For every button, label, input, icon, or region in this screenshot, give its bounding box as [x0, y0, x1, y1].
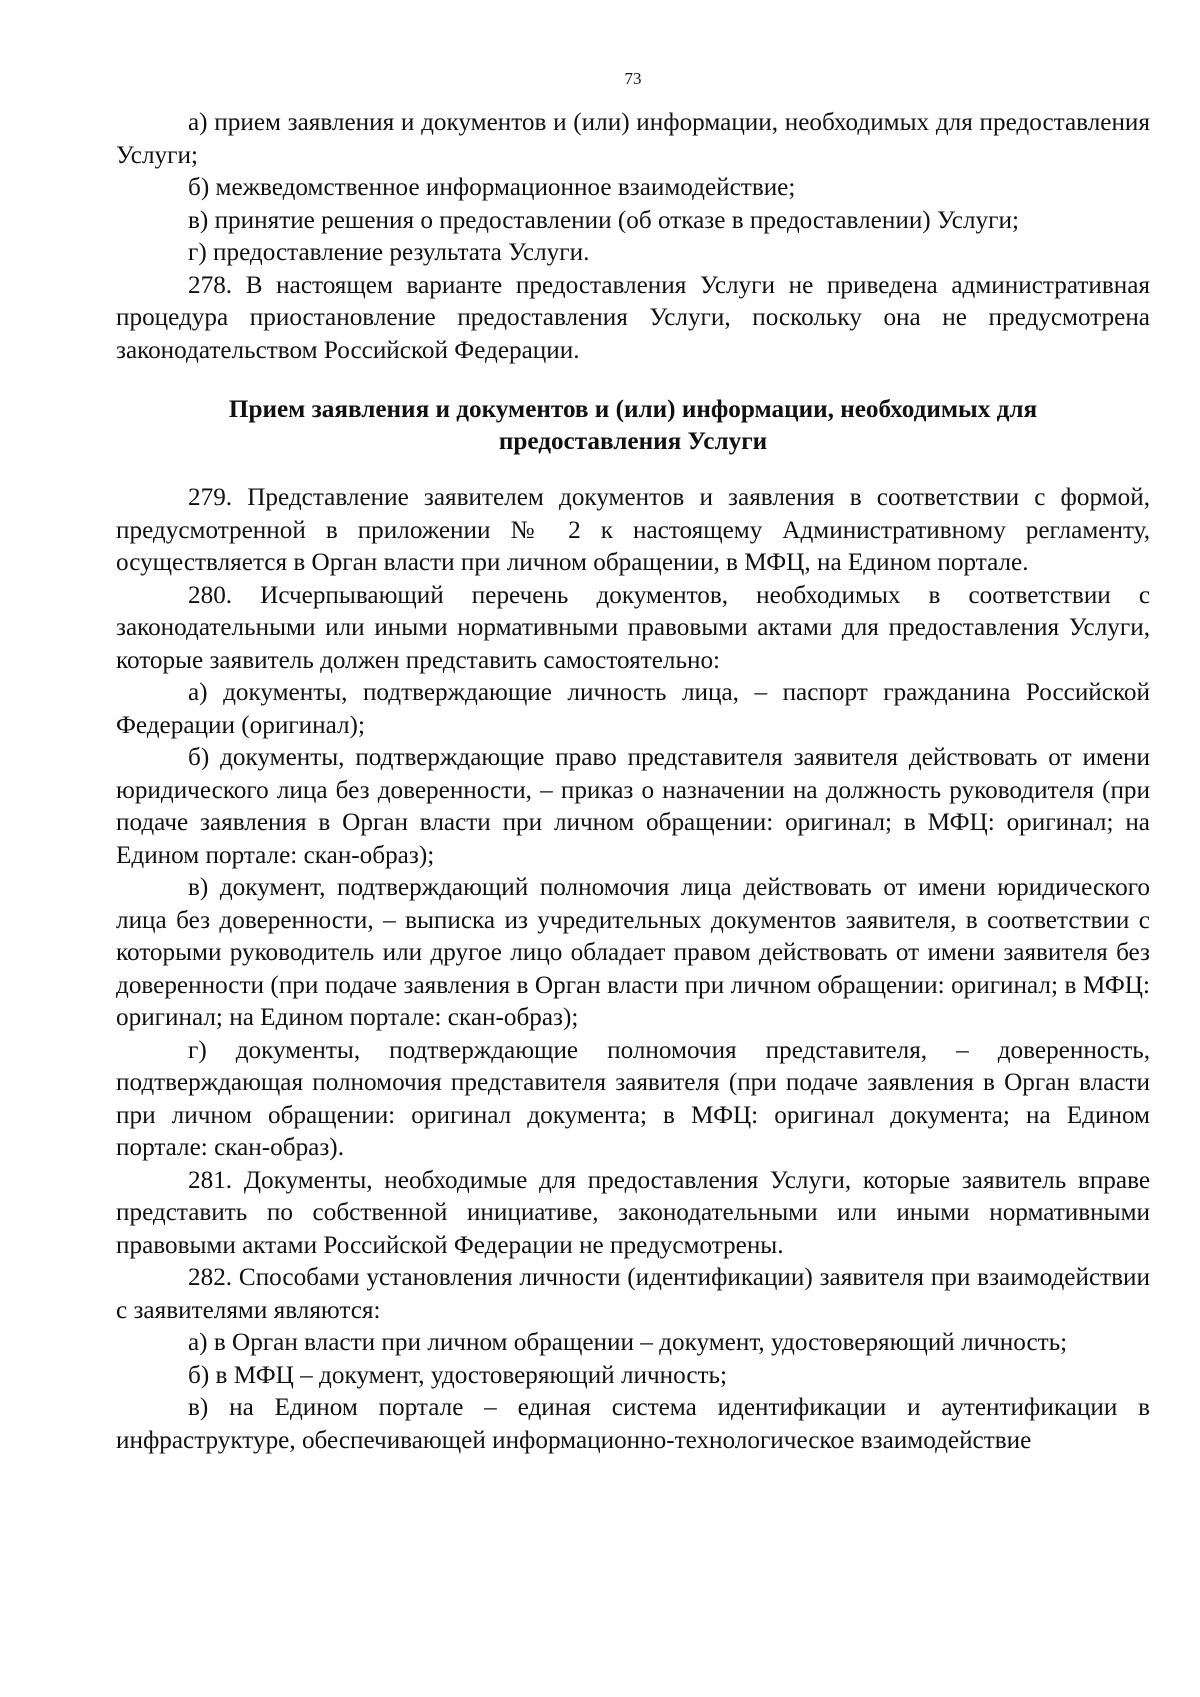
clause-280-item-b: б) документы, подтверждающие право представителя заявителя действовать от имени юридического лица без доверенности, – приказ о назначении на должность руководителя (при подаче заявления в Орган власти при личном обращении: оригинал; в МФЦ: оригинал; на Едином портале: скан-образ);: [116, 744, 1150, 869]
list-item-d-result: г) предоставление результата Услуги.: [188, 239, 590, 266]
page-number: 73: [624, 69, 642, 88]
clause-280-item-a: а) документы, подтверждающие личность лица, – паспорт гражданина Российской Федерации (оригинал);: [116, 679, 1150, 739]
clause-280-item-d: г) документы, подтверждающие полномочия представителя, – доверенность, подтверждающая полномочия представителя заявителя (при подаче заявления в Орган власти при личном обращении: оригинал документа; в МФЦ: оригинал документа; на Едином портале: скан-образ).: [116, 1036, 1150, 1161]
clause-282: 282. Способами установления личности (идентификации) заявителя при взаимодействии с заявителями являются:: [116, 1264, 1150, 1324]
clause-282-item-a: а) в Орган власти при личном обращении – документ, удостоверяющий личность;: [188, 1329, 1068, 1356]
list-item-a-receive-application: а) прием заявления и документов и (или) информации, необходимых для предоставления Услуги;: [116, 109, 1150, 169]
list-item-c-decision: в) принятие решения о предоставлении (об отказе в предоставлении) Услуги;: [188, 206, 1019, 234]
clause-282-item-c: в) на Едином портале – единая система идентификации и аутентификации в инфраструктуре, обеспечивающей информационно-технологическое взаимодействие: [116, 1394, 1150, 1454]
section-heading-line-1: Прием заявления и документов и (или) информации, необходимых для: [228, 396, 1038, 423]
clause-278: 278. В настоящем варианте предоставления Услуги не приведена административная процедура приостановление предоставления Услуги, поскольку она не предусмотрена законодательством Российской Федерации.: [116, 271, 1150, 364]
section-heading: [116, 394, 1150, 458]
clause-280: 280. Исчерпывающий перечень документов, необходимых в соответствии с законодательными или иными нормативными правовыми актами для предоставления Услуги, которые заявитель должен представить самостоятельно:: [116, 581, 1150, 674]
section-heading-line-2: предоставления Услуги: [498, 428, 768, 455]
list-item-b-interagency-interaction: б) межведомственное информационное взаимодействие;: [188, 174, 796, 201]
clause-280-item-c: в) документ, подтверждающий полномочия лица действовать от имени юридического лица без доверенности, – выписка из учредительных документов заявителя, в соответствии с которыми руководитель или другое лицо обладает правом действовать от имени заявителя без доверенности (при подаче заявления в Орган власти при личном обращении: оригинал; в МФЦ: оригинал; на Едином портале: скан-образ);: [116, 874, 1150, 1031]
clause-281: 281. Документы, необходимые для предоставления Услуги, которые заявитель вправе представить по собственной инициативе, законодательными или иными нормативными правовыми актами Российской Федерации не предусмотрены.: [116, 1166, 1150, 1259]
clause-282-item-b: б) в МФЦ – документ, удостоверяющий личность;: [188, 1361, 728, 1389]
clause-279: 279. Представление заявителем документов и заявления в соответствии с формой, предусмотренной в приложении № 2 к настоящему Административному регламенту, осуществляется в Орган власти при личном обращении, в МФЦ, на Едином портале.: [116, 484, 1150, 576]
